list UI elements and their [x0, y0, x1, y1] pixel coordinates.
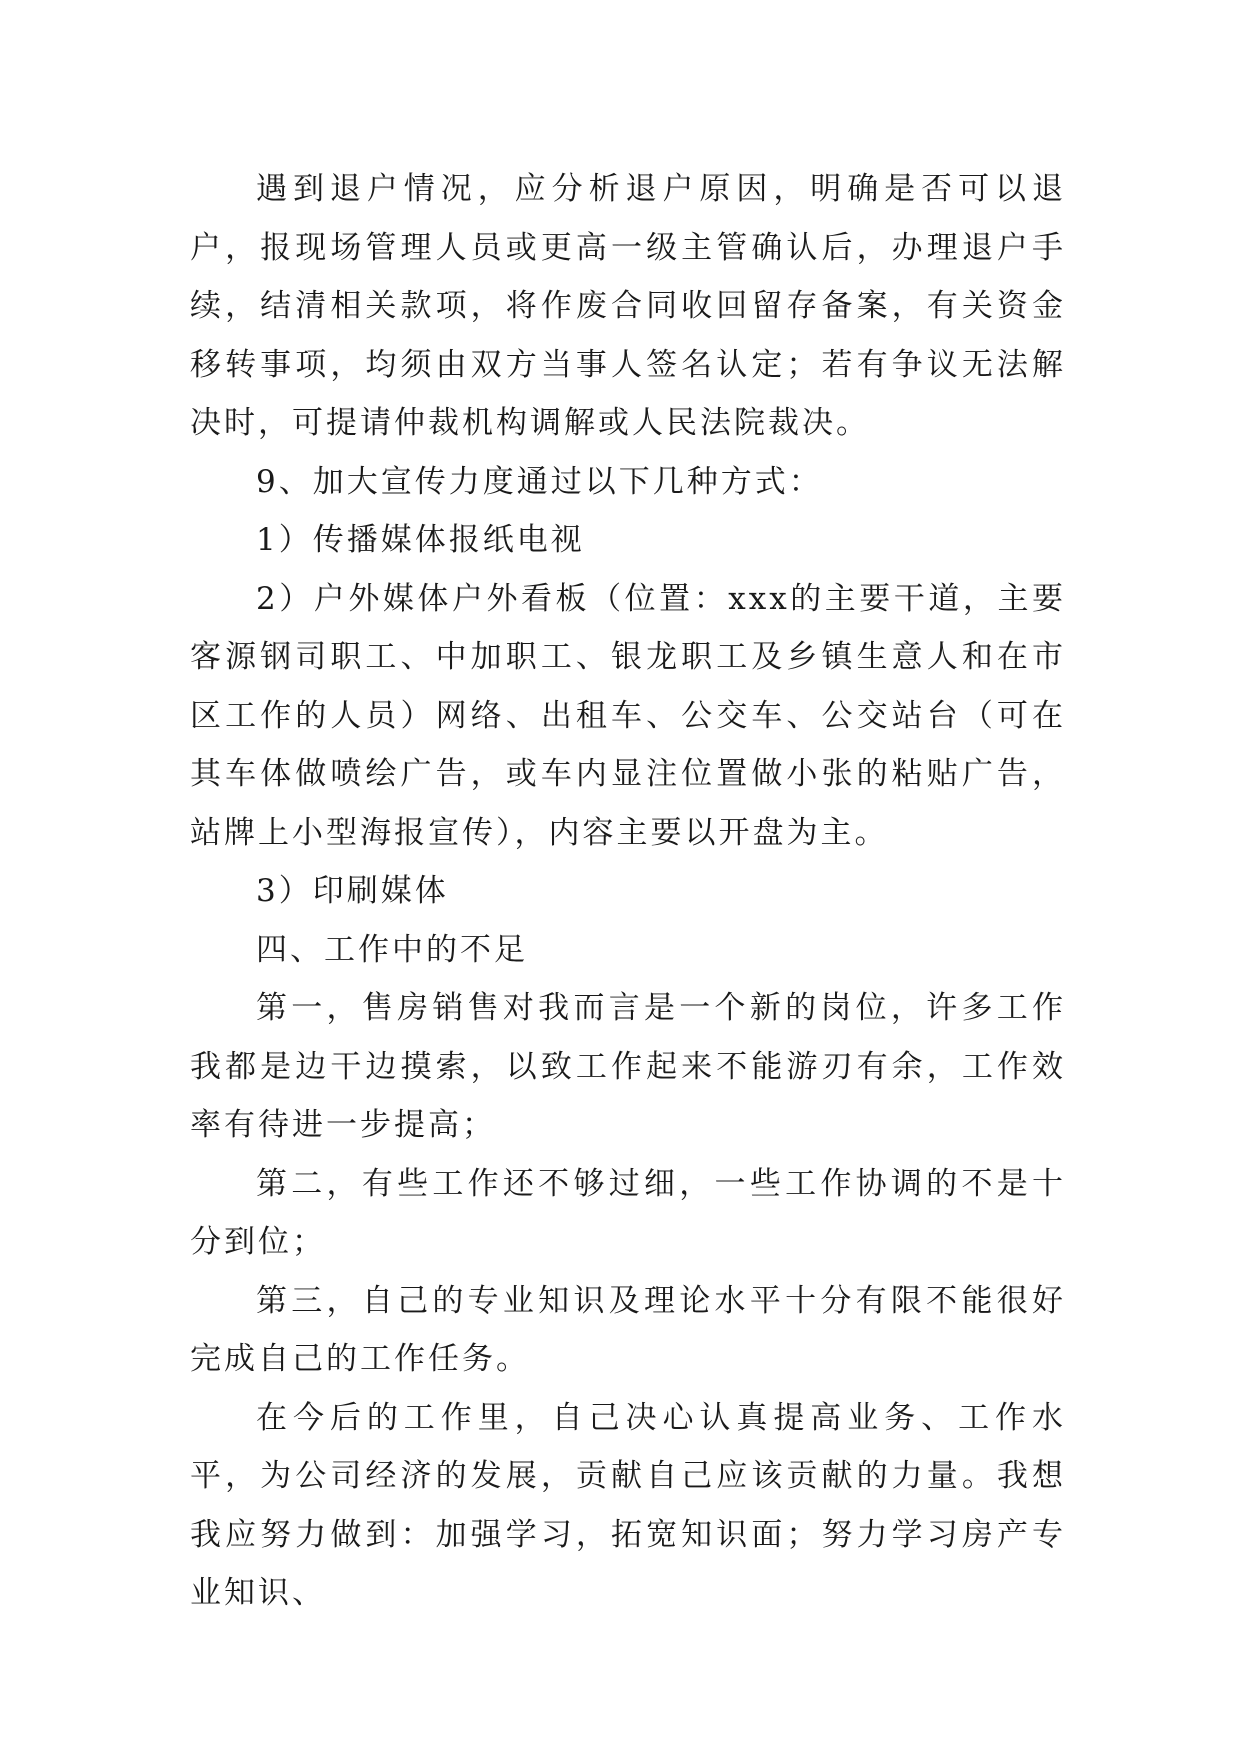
paragraph-third-shortcoming: 第三，自己的专业知识及理论水平十分有限不能很好完成自己的工作任务。	[190, 1282, 1066, 1377]
paragraph-first-shortcoming: 第一，售房销售对我而言是一个新的岗位，许多工作我都是边干边摸索，以致工作起来不能游刃有余，工作效率有待进一步提高；	[190, 990, 1066, 1143]
paragraph-print-media: 3）印刷媒体	[256, 873, 449, 909]
section-heading-shortcomings: 四、工作中的不足	[256, 931, 528, 968]
document-body	[190, 160, 1066, 1623]
paragraph-future-plan: 在今后的工作里，自己决心认真提高业务、工作水平，为公司经济的发展，贡献自己应该贡献的力量。我想我应努力做到：加强学习，拓宽知识面；努力学习房产专业知识、	[190, 1399, 1066, 1611]
paragraph-publicity-heading: 9、加大宣传力度通过以下几种方式：	[256, 463, 823, 500]
paragraph-broadcast-media: 1）传播媒体报纸电视	[256, 522, 585, 558]
paragraph-refund-handling: 遇到退户情况，应分析退户原因，明确是否可以退户，报现场管理人员或更高一级主管确认后，办理退户手续，结清相关款项，将作废合同收回留存备案，有关资金移转事项，均须由双方当事人签名认定；若有争议无法解决时，可提请仲裁机构调解或人民法院裁决。	[190, 171, 1066, 441]
paragraph-outdoor-media: 2）户外媒体户外看板（位置：xxx的主要干道，主要客源钢司职工、中加职工、银龙职工及乡镇生意人和在市区工作的人员）网络、出租车、公交车、公交站台（可在其车体做喷绘广告，或车内显注位置做小张的粘贴广告，站牌上小型海报宣传），内容主要以开盘为主。	[190, 580, 1066, 851]
paragraph-second-shortcoming: 第二，有些工作还不够过细，一些工作协调的不是十分到位；	[190, 1165, 1066, 1260]
